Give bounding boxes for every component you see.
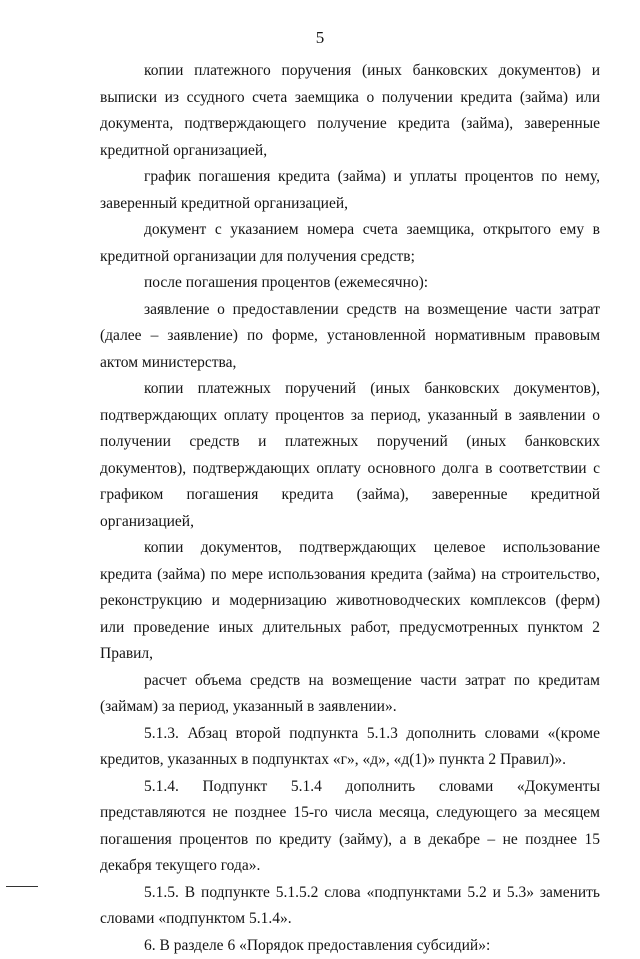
paragraph-repayment-schedule: график погашения кредита (займа) и уплаты процентов по нему, заверенный кредитной организацией, (100, 164, 600, 217)
footnote-divider (6, 886, 38, 887)
paragraph-payment-orders-interest: копии платежных поручений (иных банковских документов), подтверждающих оплату процентов за период, указанный в заявлении о получении средств и платежных поручений (иных банковских документов), подтверждающих оплату основного долга в соответствии с графиком погашения кредита (займа), заверенные кредитной организацией, (100, 376, 600, 535)
page-number: 5 (0, 28, 640, 48)
paragraph-calculation: расчет объема средств на возмещение части затрат по кредитам (займам) за период, указанный в заявлении». (100, 668, 600, 721)
document-body (100, 58, 600, 959)
paragraph-target-use-documents: копии документов, подтверждающих целевое использование кредита (займа) по мере использования кредита (займа) на строительство, реконструкцию и модернизацию животноводческих комплексов (ферм) или проведение иных длительных работ, предусмотренных пунктом 2 Правил, (100, 535, 600, 668)
paragraph-5-1-4: 5.1.4. Подпункт 5.1.4 дополнить словами «Документы представляются не позднее 15-го числа месяца, следующего за месяцем погашения процентов по кредиту (займу), а в декабре – не позднее 15 декабря текущего года». (100, 774, 600, 880)
paragraph-after-interest-repayment: после погашения процентов (ежемесячно): (100, 270, 600, 297)
paragraph-payment-order-copies: копии платежного поручения (иных банковских документов) и выписки из ссудного счета заемщика о получении кредита (займа) или документа, подтверждающего получение кредита (займа), заверенные кредитной организацией, (100, 58, 600, 164)
paragraph-application: заявление о предоставлении средств на возмещение части затрат (далее – заявление) по форме, установленной нормативным правовым актом министерства, (100, 297, 600, 377)
paragraph-account-number-document: документ с указанием номера счета заемщика, открытого ему в кредитной организации для получения средств; (100, 217, 600, 270)
paragraph-5-1-3: 5.1.3. Абзац второй подпункта 5.1.3 дополнить словами «(кроме кредитов, указанных в подпунктах «г», «д», «д(1)» пункта 2 Правил)». (100, 721, 600, 774)
paragraph-5-1-5: 5.1.5. В подпункте 5.1.5.2 слова «подпунктами 5.2 и 5.3» заменить словами «подпунктом 5.1.4». (100, 880, 600, 933)
paragraph-section-6: 6. В разделе 6 «Порядок предоставления субсидий»: (100, 933, 600, 959)
